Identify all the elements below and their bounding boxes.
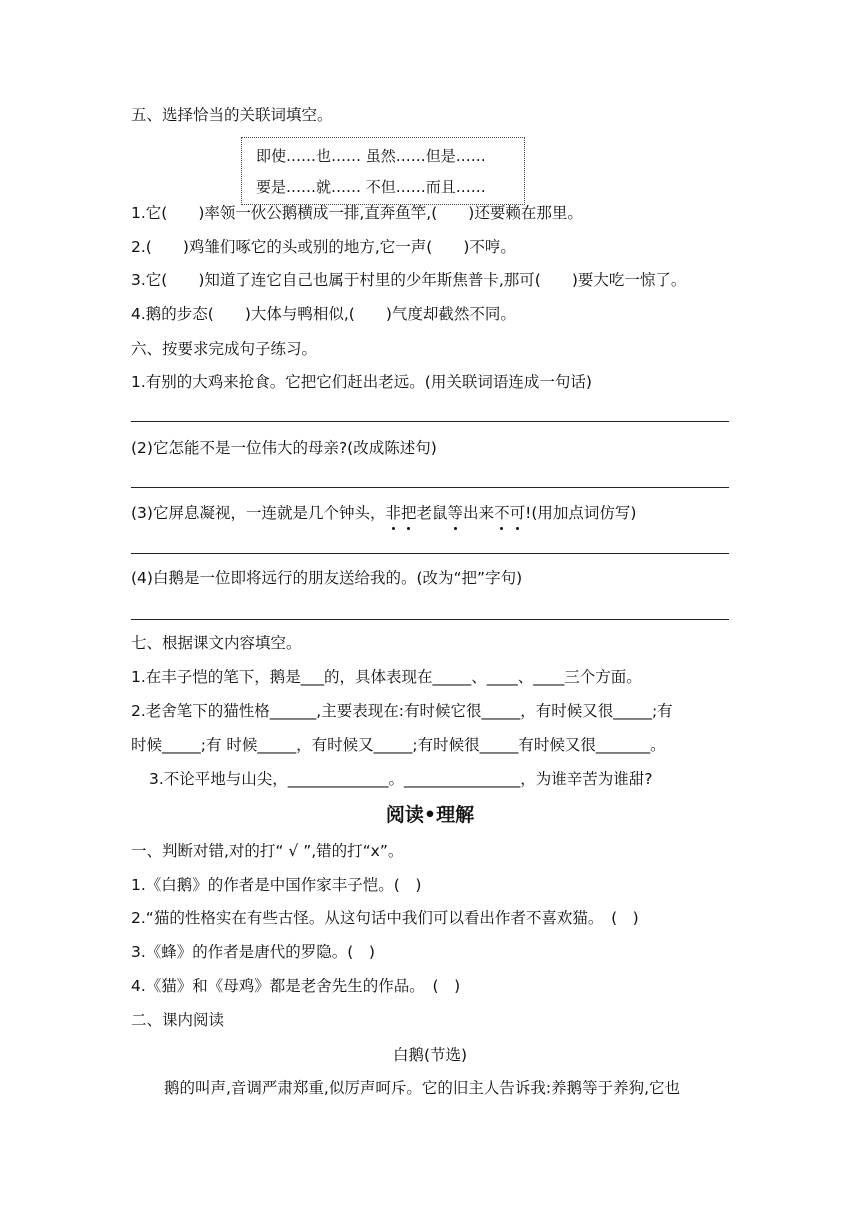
answer-line-1[interactable] [131, 421, 729, 422]
sec6-question-1: 1.有别的大鸡来抢食。它把它们赶出老远。(用关联词语连成一句话) [131, 373, 592, 391]
judge-item-4: 4.《猫》和《母鸡》都是老舍先生的作品。 ( ) [131, 977, 461, 995]
sec6-question-3 [131, 502, 636, 524]
answer-line-3[interactable] [131, 553, 729, 554]
reading-section-title: 阅读•理解 [385, 804, 475, 826]
word-box-row-1: 即使……也…… 虽然……但是…… [256, 147, 486, 165]
dotted-char: 非 [385, 502, 401, 524]
dotted-char: 来 [478, 504, 495, 522]
section-5-title: 五、选择恰当的关联词填空。 [131, 106, 333, 124]
sec5-item-2: 2.( )鸡雏们啄它的头或别的地方,它一声( )不哼。 [131, 238, 516, 256]
sec6-question-2: (2)它怎能不是一位伟大的母亲?(改成陈述句) [131, 439, 437, 457]
sec5-item-4: 4.鹅的步态( )大体与鸭相似,( )气度却截然不同。 [131, 305, 516, 323]
judge-item-1: 1.《白鹅》的作者是中国作家丰子恺。( ) [131, 876, 422, 894]
dotted-char: 鼠 [432, 504, 448, 522]
passage-line-1: 鹅的叫声,音调严肃郑重,似厉声呵斥。它的旧主人告诉我:养鹅等于养狗,它也 [164, 1079, 681, 1097]
connective-word-box [241, 137, 525, 205]
dotted-char: 等 [448, 502, 464, 524]
section-7-title: 七、根据课文内容填空。 [131, 634, 302, 652]
passage-title: 白鹅(节选) [392, 1046, 468, 1064]
dotted-char: 不 [494, 502, 510, 524]
sec6-question-3-prefix: (3)它屏息凝视，一连就是几个钟头， [131, 504, 386, 522]
sec7-line-1: 1.在丰子恺的笔下，鹅是___的，具体表现在_____、____、____三个方面。 [131, 668, 642, 686]
judge-item-3: 3.《蜂》的作者是唐代的罗隐。( ) [131, 943, 375, 961]
sec6-question-3-suffix: !(用加点词仿写) [525, 504, 637, 522]
sec7-line-3: 时候_____;有 时候_____，有时候又_____;有时候很_____有时候又很_______。 [131, 736, 666, 754]
sec6-question-4: (4)白鹅是一位即将远行的朋友送给我的。(改为“把”字句) [131, 569, 523, 587]
judge-item-2: 2.“猫的性格实在有些古怪。从这句话中我们可以看出作者不喜欢猫。 ( ) [131, 909, 639, 927]
sec5-item-3: 3.它( )知道了连它自己也属于村里的少年斯焦普卡,那可( )要大吃一惊了。 [131, 271, 687, 289]
dotted-char: 出 [463, 504, 479, 522]
dotted-words [385, 504, 525, 522]
dotted-char: 可 [510, 502, 526, 524]
answer-line-2[interactable] [131, 487, 729, 488]
sec7-line-2: 2.老舍笔下的猫性格______,主要表现在:有时候它很_____，有时候又很_____;有 [131, 702, 673, 720]
in-class-reading-title: 二、课内阅读 [131, 1011, 225, 1029]
dotted-char: 老 [416, 504, 433, 522]
section-6-title: 六、按要求完成句子练习。 [131, 340, 318, 358]
judge-title: 一、判断对错,对的打“ √ ”,错的打“x”。 [131, 842, 404, 860]
sec7-line-4: 3.不论平地与山尖，_____________。_______________，为谁辛苦为谁甜? [149, 770, 653, 788]
word-box-row-2: 要是……就…… 不但……而且…… [256, 178, 486, 196]
dotted-char: 把 [401, 502, 417, 524]
sec5-item-1: 1.它( )率领一伙公鹅横成一排,直奔鱼竿,( )还要赖在那里。 [131, 204, 583, 222]
answer-line-4[interactable] [131, 619, 729, 620]
